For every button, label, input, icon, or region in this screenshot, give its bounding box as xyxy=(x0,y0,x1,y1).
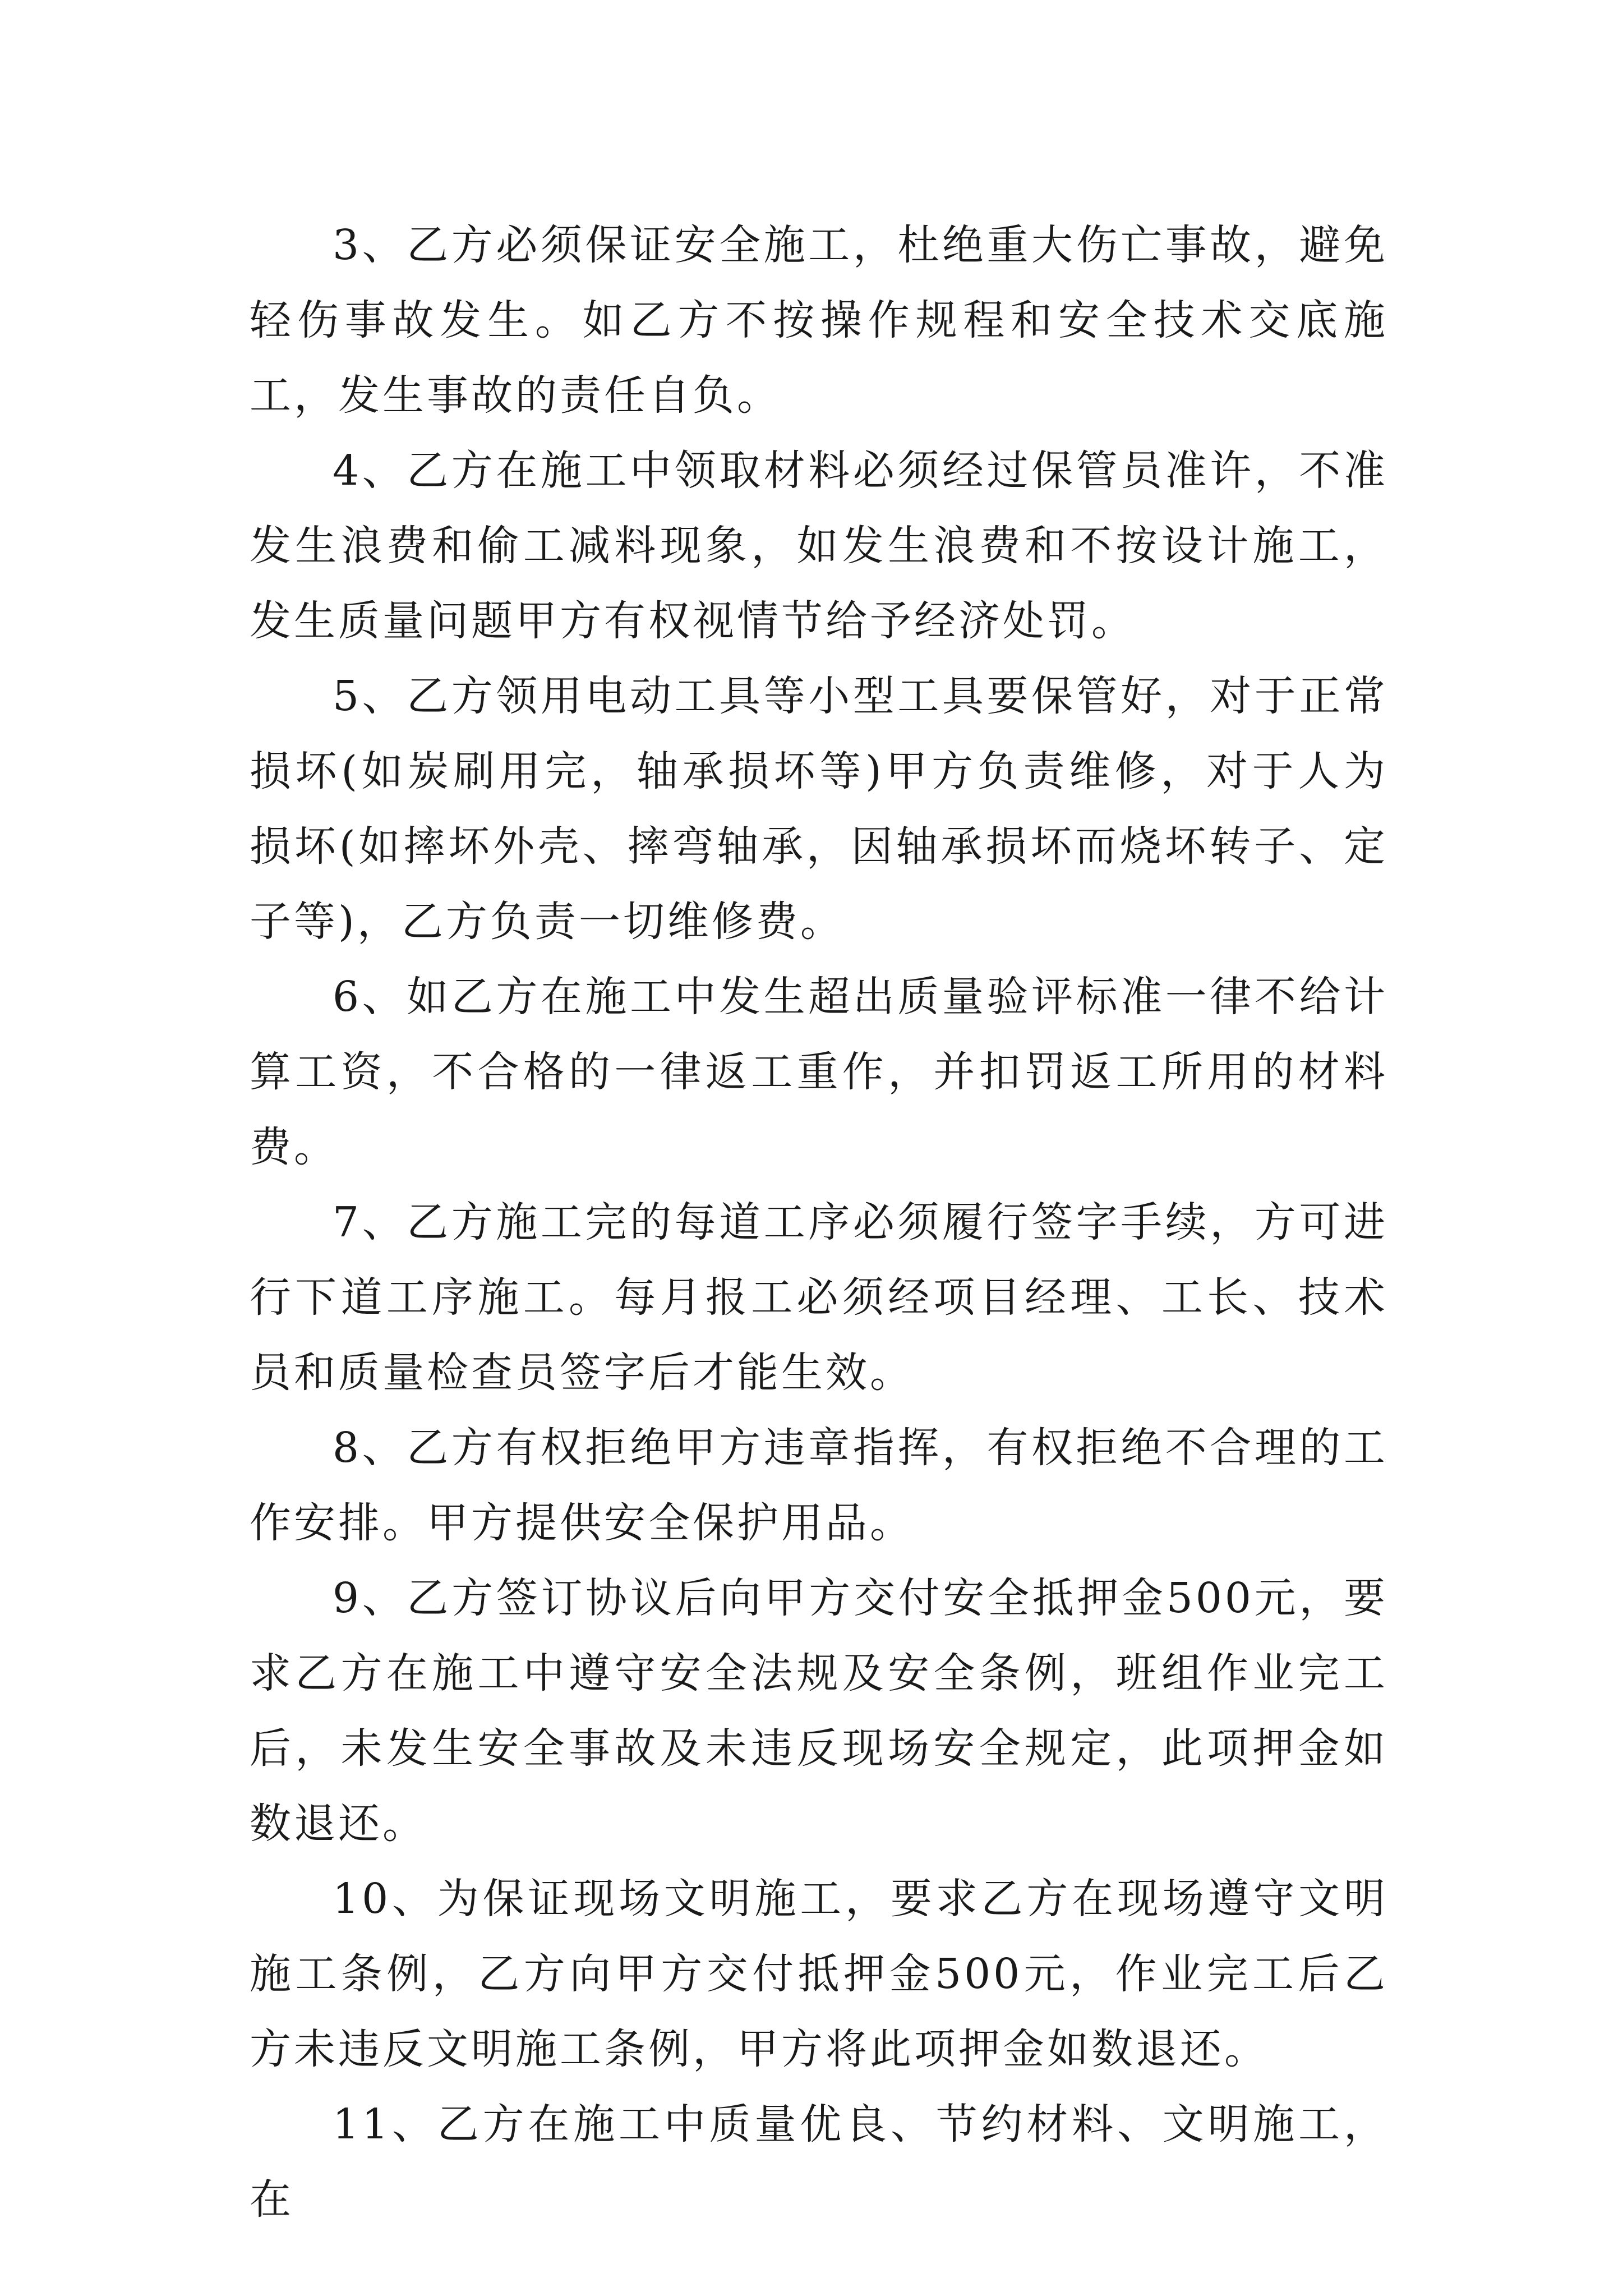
clause-10: 10、为保证现场文明施工，要求乙方在现场遵守文明施工条例，乙方向甲方交付抵押金500元，作业完工后乙方未违反文明施工条例，甲方将此项押金如数退还。 xyxy=(250,1875,1388,2073)
clause-5: 5、乙方领用电动工具等小型工具要保管好，对于正常损坏(如炭刷用完，轴承损坏等)甲方负责维修，对于人为损坏(如摔坏外壳、摔弯轴承，因轴承损坏而烧坏转子、定子等)，乙方负责一切维修费。 xyxy=(250,672,1388,946)
clause-8: 8、乙方有权拒绝甲方违章指挥，有权拒绝不合理的工作安排。甲方提供安全保护用品。 xyxy=(250,1424,1388,1547)
contract-body xyxy=(250,208,1388,2237)
clause-11: 11、乙方在施工中质量优良、节约材料、文明施工，在 xyxy=(250,2100,1388,2224)
clause-6: 6、如乙方在施工中发生超出质量验评标准一律不给计算工资，不合格的一律返工重作，并扣罚返工所用的材料费。 xyxy=(250,973,1388,1171)
clause-9: 9、乙方签订协议后向甲方交付安全抵押金500元，要求乙方在施工中遵守安全法规及安全条例，班组作业完工后，未发生安全事故及未违反现场安全规定，此项押金如数退还。 xyxy=(250,1574,1388,1848)
clause-7: 7、乙方施工完的每道工序必须履行签字手续，方可进行下道工序施工。每月报工必须经项目经理、工长、技术员和质量检查员签字后才能生效。 xyxy=(250,1198,1388,1397)
clause-3: 3、乙方必须保证安全施工，杜绝重大伤亡事故，避免轻伤事故发生。如乙方不按操作规程和安全技术交底施工，发生事故的责任自负。 xyxy=(250,221,1388,420)
clause-4: 4、乙方在施工中领取材料必须经过保管员准许，不准发生浪费和偷工减料现象，如发生浪费和不按设计施工，发生质量问题甲方有权视情节给予经济处罚。 xyxy=(250,447,1388,645)
